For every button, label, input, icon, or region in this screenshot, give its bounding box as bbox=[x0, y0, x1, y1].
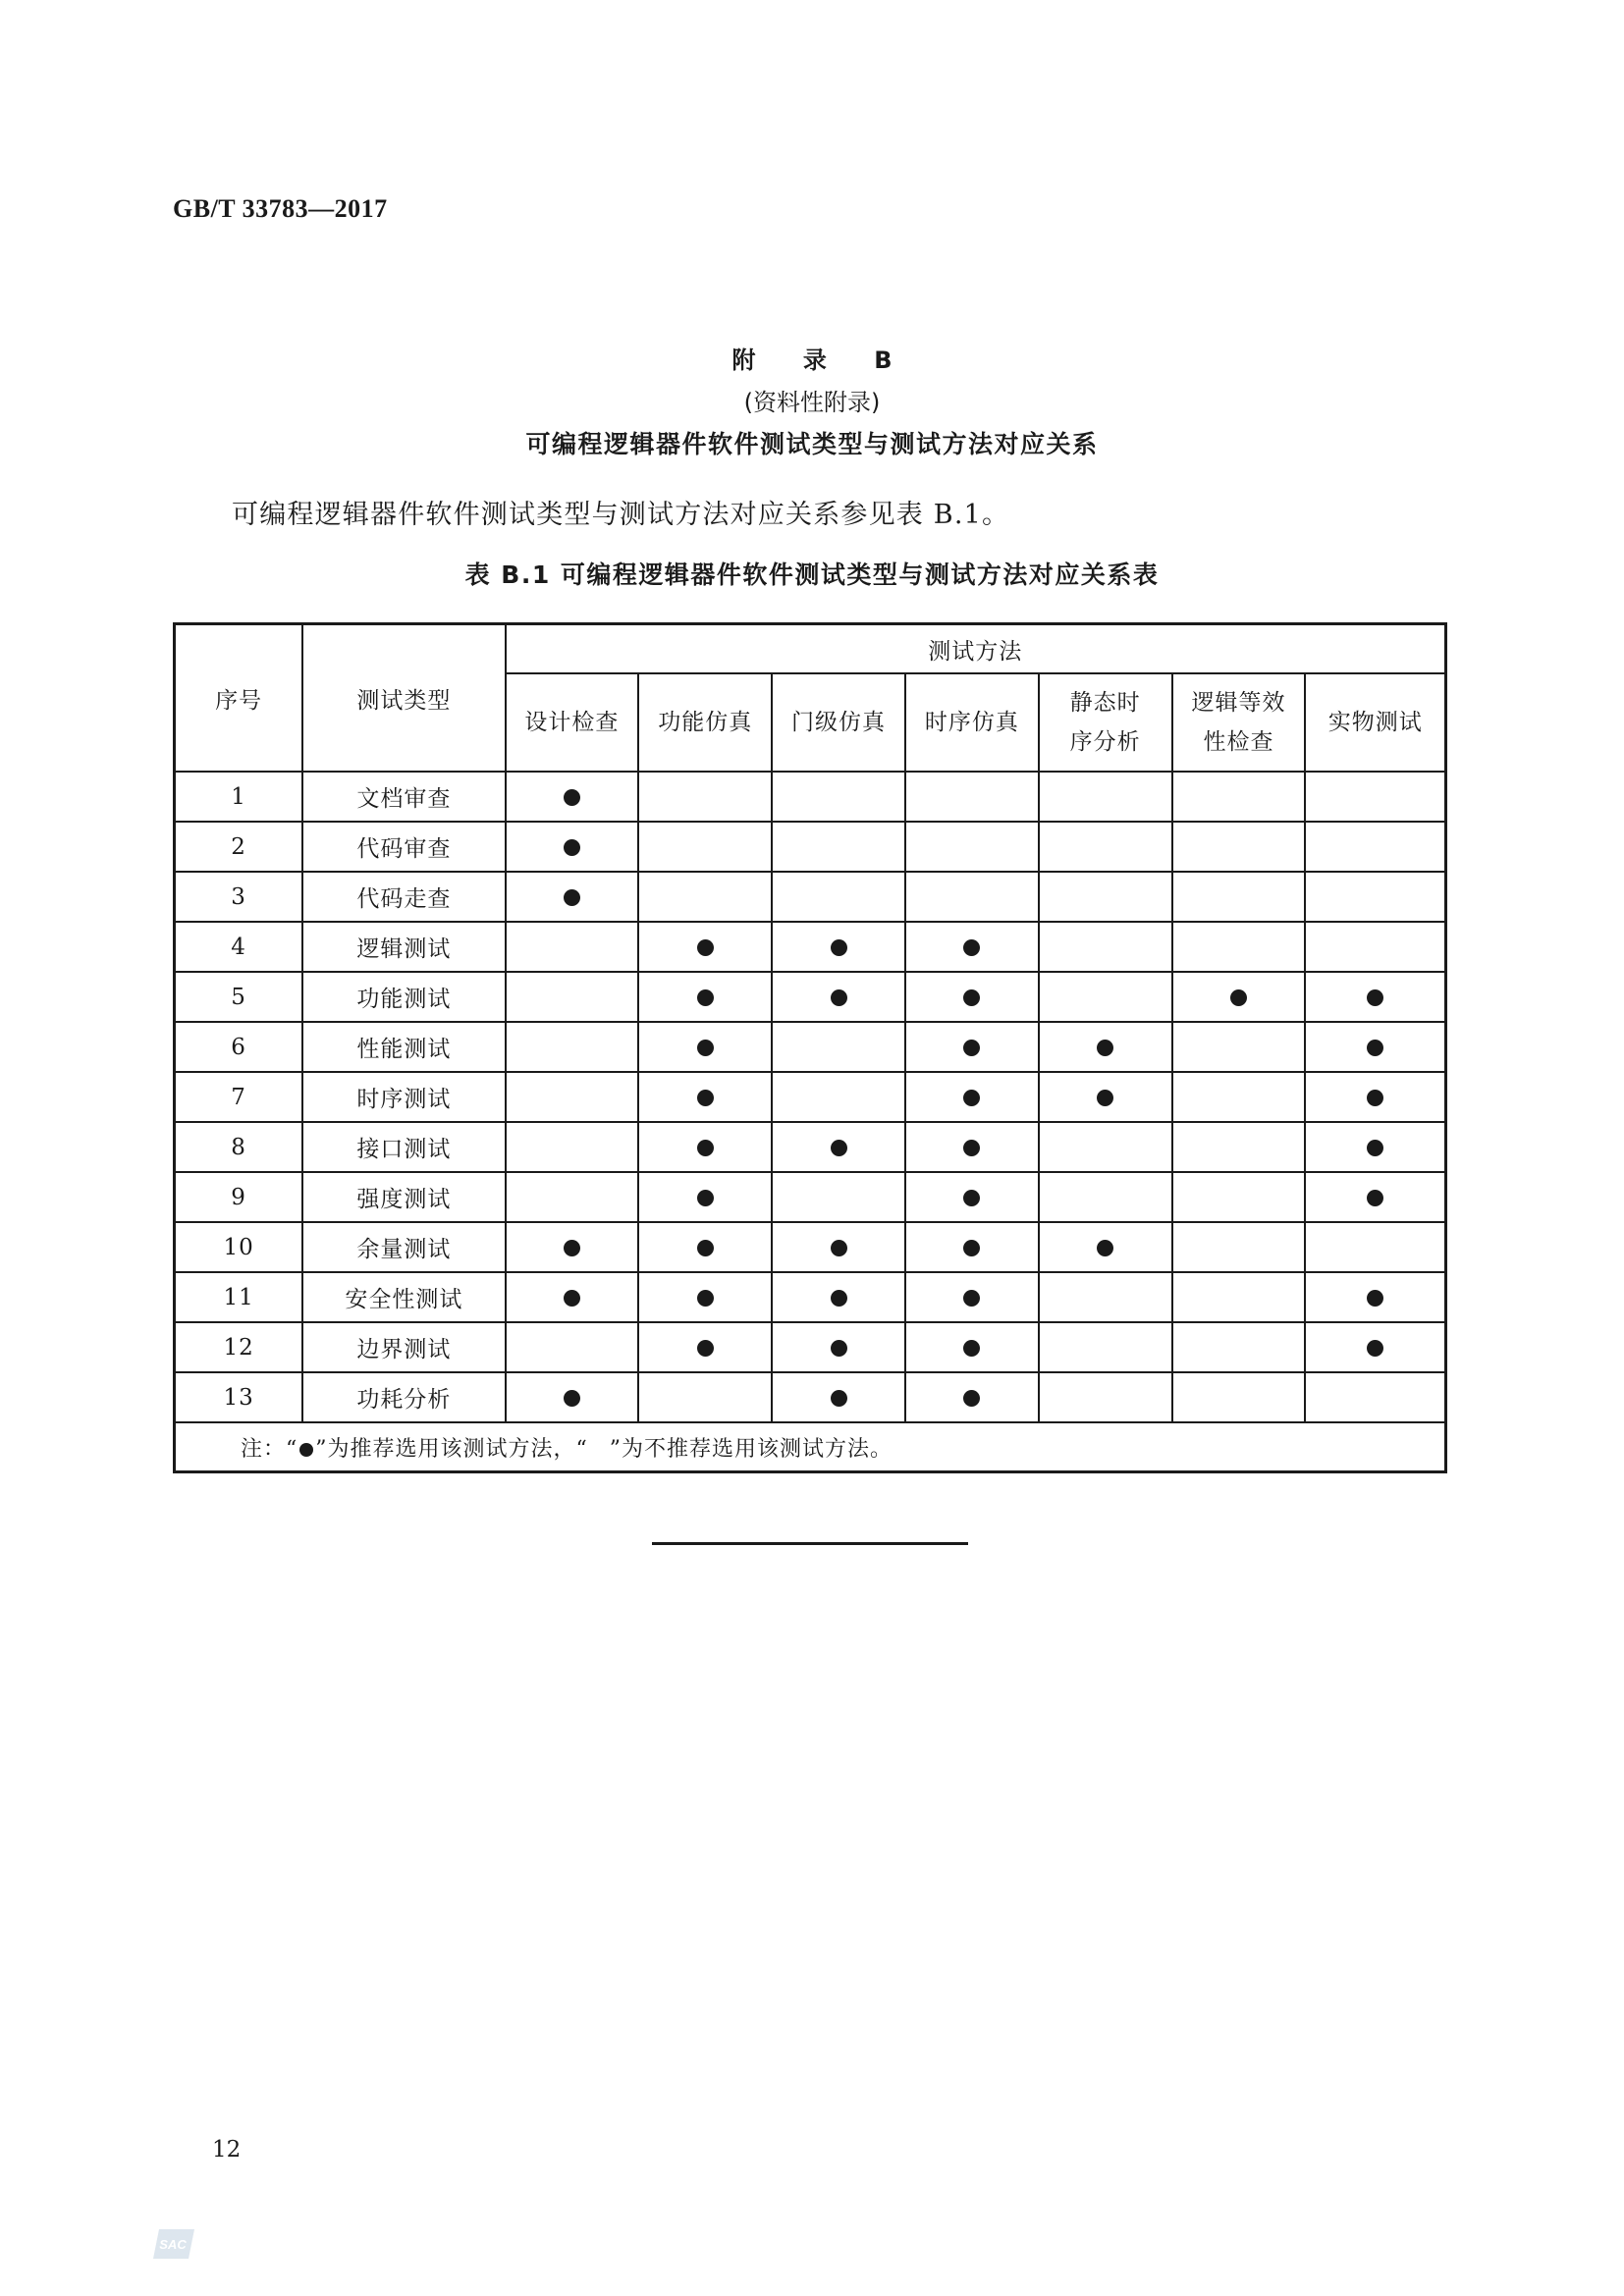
recommended-dot-icon bbox=[564, 889, 580, 906]
mark-cell bbox=[506, 1172, 639, 1222]
row-seq: 3 bbox=[175, 872, 303, 922]
header-method-3 bbox=[772, 673, 905, 772]
mark-cell bbox=[1172, 1322, 1306, 1372]
row-seq: 6 bbox=[175, 1022, 303, 1072]
mark-cell bbox=[638, 1222, 772, 1272]
header-method-line1: 设计检查 bbox=[524, 710, 620, 735]
row-seq: 5 bbox=[175, 972, 303, 1022]
mark-cell bbox=[1039, 1122, 1172, 1172]
header-method-line2: 性检查 bbox=[1203, 729, 1274, 755]
mark-cell bbox=[506, 772, 639, 822]
mark-cell bbox=[905, 1122, 1039, 1172]
mark-cell bbox=[1172, 1072, 1306, 1122]
annex-title: 附 录 B bbox=[731, 347, 912, 374]
header-test-methods: 测试方法 bbox=[506, 624, 1446, 674]
mark-cell bbox=[638, 1072, 772, 1122]
table-row bbox=[175, 1072, 1446, 1122]
mark-cell bbox=[1172, 1272, 1306, 1322]
recommended-dot-icon bbox=[831, 1340, 847, 1357]
recommended-dot-icon bbox=[697, 1140, 714, 1156]
mark-cell bbox=[772, 972, 905, 1022]
recommended-dot-icon bbox=[697, 1190, 714, 1206]
note-suffix: ”为不推荐选用该测试方法。 bbox=[609, 1436, 893, 1462]
mark-cell bbox=[772, 922, 905, 972]
mark-cell bbox=[772, 1272, 905, 1322]
mark-cell bbox=[1039, 1222, 1172, 1272]
mark-cell bbox=[1172, 772, 1306, 822]
mark-cell bbox=[905, 1022, 1039, 1072]
mark-cell bbox=[638, 822, 772, 872]
mark-cell bbox=[506, 1072, 639, 1122]
mark-cell bbox=[905, 1222, 1039, 1272]
mark-cell bbox=[905, 772, 1039, 822]
recommended-dot-icon bbox=[564, 839, 580, 856]
recommended-dot-icon bbox=[831, 1240, 847, 1256]
mark-cell bbox=[1039, 1272, 1172, 1322]
mark-cell bbox=[1172, 1122, 1306, 1172]
row-test-type: 边界测试 bbox=[302, 1322, 505, 1372]
row-test-type: 强度测试 bbox=[302, 1172, 505, 1222]
mark-cell bbox=[1305, 872, 1445, 922]
mark-cell bbox=[1172, 1172, 1306, 1222]
mark-cell bbox=[1305, 972, 1445, 1022]
recommended-dot-icon bbox=[963, 1040, 980, 1056]
header-method-2 bbox=[638, 673, 772, 772]
row-test-type: 代码走查 bbox=[302, 872, 505, 922]
recommended-dot-icon bbox=[963, 1190, 980, 1206]
mark-cell bbox=[772, 1072, 905, 1122]
mark-cell bbox=[638, 1172, 772, 1222]
recommended-dot-icon bbox=[963, 1290, 980, 1307]
mark-cell bbox=[1305, 1322, 1445, 1372]
test-method-table bbox=[173, 622, 1447, 1473]
row-test-type: 代码审查 bbox=[302, 822, 505, 872]
recommended-dot-icon bbox=[697, 1090, 714, 1106]
recommended-dot-icon bbox=[1367, 1340, 1383, 1357]
row-seq: 8 bbox=[175, 1122, 303, 1172]
mark-cell bbox=[1172, 972, 1306, 1022]
mark-cell bbox=[772, 1322, 905, 1372]
recommended-dot-icon bbox=[831, 989, 847, 1006]
mark-cell bbox=[506, 872, 639, 922]
annex-subject: 可编程逻辑器件软件测试类型与测试方法对应关系 bbox=[525, 430, 1099, 458]
row-seq: 2 bbox=[175, 822, 303, 872]
recommended-dot-icon bbox=[963, 939, 980, 956]
mark-cell bbox=[772, 1122, 905, 1172]
header-method-line1: 功能仿真 bbox=[658, 710, 753, 735]
mark-cell bbox=[506, 1272, 639, 1322]
mark-cell bbox=[638, 1372, 772, 1422]
recommended-dot-icon bbox=[1230, 989, 1247, 1006]
recommended-dot-icon bbox=[963, 989, 980, 1006]
mark-cell bbox=[1305, 1072, 1445, 1122]
mark-cell bbox=[1172, 922, 1306, 972]
recommended-dot-icon bbox=[831, 939, 847, 956]
table-row bbox=[175, 1372, 1446, 1422]
mark-cell bbox=[638, 872, 772, 922]
recommended-dot-icon bbox=[564, 1290, 580, 1307]
note-prefix: 注：“ bbox=[241, 1436, 298, 1462]
recommended-dot-icon bbox=[697, 1040, 714, 1056]
sac-logo bbox=[151, 2227, 196, 2261]
mark-cell bbox=[1172, 1372, 1306, 1422]
row-test-type: 时序测试 bbox=[302, 1072, 505, 1122]
recommended-dot-icon bbox=[963, 1240, 980, 1256]
table-row bbox=[175, 1172, 1446, 1222]
mark-cell bbox=[1039, 822, 1172, 872]
mark-cell bbox=[506, 1322, 639, 1372]
recommended-dot-icon bbox=[697, 989, 714, 1006]
row-test-type: 功能测试 bbox=[302, 972, 505, 1022]
mark-cell bbox=[905, 1372, 1039, 1422]
recommended-dot-icon bbox=[697, 1240, 714, 1256]
end-rule bbox=[652, 1542, 968, 1545]
recommended-dot-icon bbox=[1097, 1090, 1113, 1106]
table-body bbox=[175, 772, 1446, 1422]
mark-cell bbox=[905, 1072, 1039, 1122]
recommended-dot-icon bbox=[1367, 989, 1383, 1006]
header-seq: 序号 bbox=[175, 624, 303, 773]
mark-cell bbox=[1039, 1372, 1172, 1422]
recommended-dot-icon bbox=[1367, 1090, 1383, 1106]
table-row bbox=[175, 972, 1446, 1022]
mark-cell bbox=[506, 1122, 639, 1172]
header-method-4 bbox=[905, 673, 1039, 772]
document-code: GB/T 33783—2017 bbox=[173, 194, 388, 223]
table-row bbox=[175, 872, 1446, 922]
mark-cell bbox=[1039, 1072, 1172, 1122]
mark-cell bbox=[772, 1222, 905, 1272]
mark-cell bbox=[905, 922, 1039, 972]
mark-cell bbox=[1305, 922, 1445, 972]
row-seq: 1 bbox=[175, 772, 303, 822]
mark-cell bbox=[1039, 922, 1172, 972]
recommended-dot-icon bbox=[1097, 1240, 1113, 1256]
mark-cell bbox=[905, 822, 1039, 872]
header-method-line2: 序分析 bbox=[1069, 729, 1141, 755]
recommended-dot-icon bbox=[564, 789, 580, 806]
mark-cell bbox=[1305, 1022, 1445, 1072]
row-test-type: 接口测试 bbox=[302, 1122, 505, 1172]
mark-cell bbox=[506, 1372, 639, 1422]
mark-cell bbox=[1039, 1172, 1172, 1222]
mark-cell bbox=[905, 1172, 1039, 1222]
recommended-dot-icon bbox=[963, 1090, 980, 1106]
recommended-dot-icon bbox=[299, 1443, 313, 1457]
mark-cell bbox=[506, 822, 639, 872]
mark-cell bbox=[1172, 1022, 1306, 1072]
mark-cell bbox=[772, 1172, 905, 1222]
header-method-line1: 静态时 bbox=[1069, 690, 1141, 716]
row-seq: 9 bbox=[175, 1172, 303, 1222]
mark-cell bbox=[638, 1322, 772, 1372]
recommended-dot-icon bbox=[1367, 1040, 1383, 1056]
intro-paragraph: 可编程逻辑器件软件测试类型与测试方法对应关系参见表 B.1。 bbox=[232, 500, 1010, 530]
table-row bbox=[175, 772, 1446, 822]
header-method-line1: 门级仿真 bbox=[791, 710, 887, 735]
recommended-dot-icon bbox=[1367, 1290, 1383, 1307]
header-method-5 bbox=[1039, 673, 1172, 772]
row-seq: 7 bbox=[175, 1072, 303, 1122]
mark-cell bbox=[1305, 1172, 1445, 1222]
table-row bbox=[175, 822, 1446, 872]
mark-cell bbox=[905, 872, 1039, 922]
row-test-type: 文档审查 bbox=[302, 772, 505, 822]
mark-cell bbox=[1305, 1222, 1445, 1272]
mark-cell bbox=[1305, 772, 1445, 822]
recommended-dot-icon bbox=[963, 1140, 980, 1156]
recommended-dot-icon bbox=[831, 1390, 847, 1407]
row-test-type: 余量测试 bbox=[302, 1222, 505, 1272]
row-test-type: 性能测试 bbox=[302, 1022, 505, 1072]
mark-cell bbox=[638, 772, 772, 822]
mark-cell bbox=[638, 972, 772, 1022]
recommended-dot-icon bbox=[831, 1290, 847, 1307]
header-method-6 bbox=[1172, 673, 1306, 772]
recommended-dot-icon bbox=[697, 939, 714, 956]
table-row bbox=[175, 1222, 1446, 1272]
mark-cell bbox=[905, 1272, 1039, 1322]
row-seq: 13 bbox=[175, 1372, 303, 1422]
header-test-type: 测试类型 bbox=[302, 624, 505, 773]
table-row bbox=[175, 1122, 1446, 1172]
recommended-dot-icon bbox=[1367, 1140, 1383, 1156]
recommended-dot-icon bbox=[564, 1240, 580, 1256]
mark-cell bbox=[638, 1022, 772, 1072]
mark-cell bbox=[506, 972, 639, 1022]
annex-type: (资料性附录) bbox=[743, 389, 881, 416]
mark-cell bbox=[905, 972, 1039, 1022]
mark-cell bbox=[506, 1222, 639, 1272]
recommended-dot-icon bbox=[697, 1290, 714, 1307]
header-method-line1: 时序仿真 bbox=[924, 710, 1019, 735]
mark-cell bbox=[772, 872, 905, 922]
row-seq: 12 bbox=[175, 1322, 303, 1372]
header-method-line1: 逻辑等效 bbox=[1191, 690, 1286, 716]
mark-cell bbox=[1039, 1322, 1172, 1372]
mark-cell bbox=[1039, 1022, 1172, 1072]
mark-cell bbox=[1172, 822, 1306, 872]
table-note bbox=[175, 1422, 1446, 1472]
mark-cell bbox=[1305, 822, 1445, 872]
table-caption: 表 B.1 可编程逻辑器件软件测试类型与测试方法对应关系表 bbox=[464, 561, 1160, 589]
row-seq: 10 bbox=[175, 1222, 303, 1272]
mark-cell bbox=[772, 772, 905, 822]
table-row bbox=[175, 922, 1446, 972]
mark-cell bbox=[638, 1272, 772, 1322]
table-row bbox=[175, 1022, 1446, 1072]
header-method-1 bbox=[506, 673, 639, 772]
mark-cell bbox=[1039, 972, 1172, 1022]
table-row bbox=[175, 1322, 1446, 1372]
recommended-dot-icon bbox=[564, 1390, 580, 1407]
row-seq: 11 bbox=[175, 1272, 303, 1322]
mark-cell bbox=[772, 1372, 905, 1422]
recommended-dot-icon bbox=[1097, 1040, 1113, 1056]
recommended-dot-icon bbox=[963, 1340, 980, 1357]
mark-cell bbox=[772, 1022, 905, 1072]
page-number: 12 bbox=[212, 2137, 242, 2163]
mark-cell bbox=[1039, 872, 1172, 922]
mark-cell bbox=[772, 822, 905, 872]
row-test-type: 功耗分析 bbox=[302, 1372, 505, 1422]
mark-cell bbox=[1305, 1272, 1445, 1322]
mark-cell bbox=[1172, 872, 1306, 922]
table-row bbox=[175, 1272, 1446, 1322]
recommended-dot-icon bbox=[1367, 1190, 1383, 1206]
note-middle: ”为推荐选用该测试方法，“ bbox=[315, 1436, 588, 1462]
mark-cell bbox=[905, 1322, 1039, 1372]
recommended-dot-icon bbox=[831, 1140, 847, 1156]
mark-cell bbox=[1305, 1372, 1445, 1422]
svg-text:SAC: SAC bbox=[159, 2237, 187, 2252]
mark-cell bbox=[1305, 1122, 1445, 1172]
mark-cell bbox=[506, 922, 639, 972]
mark-cell bbox=[1039, 772, 1172, 822]
recommended-dot-icon bbox=[963, 1390, 980, 1407]
recommended-dot-icon bbox=[697, 1340, 714, 1357]
row-test-type: 安全性测试 bbox=[302, 1272, 505, 1322]
mark-cell bbox=[506, 1022, 639, 1072]
mark-cell bbox=[1172, 1222, 1306, 1272]
row-seq: 4 bbox=[175, 922, 303, 972]
row-test-type: 逻辑测试 bbox=[302, 922, 505, 972]
header-method-line1: 实物测试 bbox=[1327, 710, 1423, 735]
header-method-7 bbox=[1305, 673, 1445, 772]
mark-cell bbox=[638, 1122, 772, 1172]
mark-cell bbox=[638, 922, 772, 972]
